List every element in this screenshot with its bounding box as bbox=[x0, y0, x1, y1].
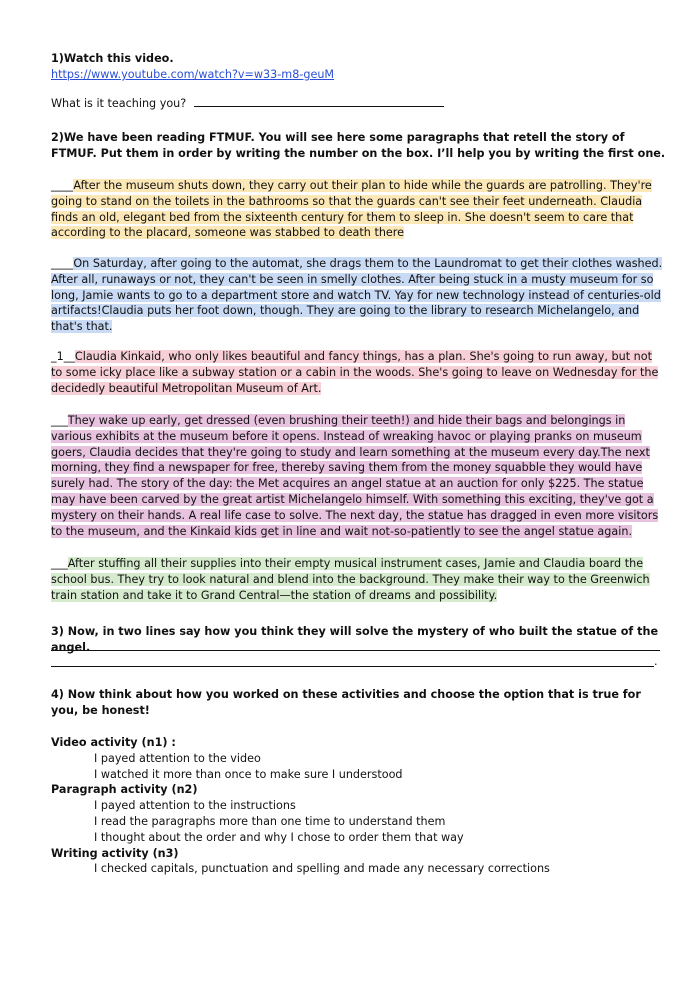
paragraph-5 bbox=[51, 556, 666, 603]
paragraph-option-2[interactable]: I read the paragraphs more than one time to understand them bbox=[94, 814, 446, 828]
video-activity-title: Video activity (n1) : bbox=[51, 736, 176, 749]
q3-question: 3) Now, in two lines say how you think they will solve the mystery of who built the statue of the angel. bbox=[51, 625, 659, 654]
paragraph-activity-title: Paragraph activity (n2) bbox=[51, 783, 198, 797]
paragraph-2-text: On Saturday, after going to the automat, she drags them to the Laundromat to get their clothes washed. After all, runaways or not, they can't be seen in smelly clothes. After being stuck in a musty museum for so long, Jamie wants to go to a department store and watch TV. Yay for new technology instead of centuries-old artifacts!Claudia puts her foot down, though. They are going to the library to research Michelangelo, and that's that. bbox=[51, 257, 663, 334]
paragraph-4-text: They wake up early, get dressed (even brushing their teeth!) and hide their bags and belongings in various exhibits at the museum before it opens. Instead of wreaking havoc or playing pranks on museum goers, Claudia decides that they're going to study and learn something at the museum every day.The next morning, they find a newspaper for free, thereby saving them from the money squabble they would have surely had. The story of the day: the Met acquires an angel statue at an auction for only $225. The statue may have been carved by the great artist Michelangelo himself. With something this exciting, they've got a mystery on their hands. A real life case to solve. The next day, the statue has dragged in even more visitors to the museum, and the Kinkaid kids get in line and wait not-so-patiently to see the angel statue again. bbox=[51, 414, 659, 538]
q3-answer-line-1[interactable] bbox=[51, 650, 660, 651]
q4-question: 4) Now think about how you worked on these activities and choose the option that is true for you, be honest! bbox=[51, 688, 641, 717]
paragraph-5-text: After stuffing all their supplies into their empty musical instrument cases, Jamie and Claudia board the school bus. They try to look natural and blend into the background. They make their way to the Greenwich train station and take it to Grand Central—the station of dreams and possibility. bbox=[51, 557, 650, 602]
q1-title: 1)Watch this video. bbox=[51, 52, 174, 65]
paragraph-3-text: Claudia Kinkaid, who only likes beautiful and fancy things, has a plan. She's going to run away, but not to some icky place like a subway station or a cabin in the woods. She's going to leave on Wednesday for the decidedly beautiful Metropolitan Museum of Art. bbox=[51, 350, 659, 395]
paragraph-4-number-box[interactable]: ___ bbox=[51, 414, 68, 427]
video-option-1[interactable]: I payed attention to the video bbox=[94, 751, 261, 765]
paragraph-option-3[interactable]: I thought about the order and why I chose to order them that way bbox=[94, 830, 464, 844]
q2-instructions: 2)We have been reading FTMUF. You will see here some paragraphs that retell the story of FTMUF. Put them in order by writing the number on the box. I’ll help you by writing the first one. bbox=[51, 131, 666, 160]
q3-end-mark: . bbox=[654, 655, 658, 668]
q1-question: What is it teaching you? bbox=[51, 97, 187, 110]
paragraph-3-number-box[interactable]: _1__ bbox=[51, 350, 75, 363]
q1-question-line bbox=[51, 96, 666, 112]
paragraph-5-number-box[interactable]: ___ bbox=[51, 557, 68, 570]
video-link[interactable]: https://www.youtube.com/watch?v=w33-m8-geuM bbox=[51, 68, 335, 81]
q1-answer-blank[interactable] bbox=[194, 96, 444, 107]
paragraph-2 bbox=[51, 256, 666, 335]
paragraph-1 bbox=[51, 178, 666, 241]
q3-answer-line-2[interactable] bbox=[51, 666, 654, 667]
paragraph-1-number-box[interactable]: ____ bbox=[51, 179, 74, 192]
video-option-2[interactable]: I watched it more than once to make sure I understood bbox=[94, 767, 403, 781]
q1-link-line bbox=[51, 67, 666, 83]
paragraph-3 bbox=[51, 349, 666, 396]
writing-option-1[interactable]: I checked capitals, punctuation and spelling and made any necessary corrections bbox=[94, 862, 550, 876]
paragraph-1-text: After the museum shuts down, they carry out their plan to hide while the guards are patrolling. They're going to stand on the toilets in the bathrooms so that the guards can't see their feet underneath. Claudia finds an old, elegant bed from the sixteenth century for them to sleep in. She doesn't seem to care that according to the placard, someone was stabbed to death there bbox=[51, 179, 652, 240]
paragraph-option-1[interactable]: I payed attention to the instructions bbox=[94, 799, 296, 813]
paragraph-2-number-box[interactable]: ____ bbox=[51, 257, 74, 270]
q4-checklist bbox=[51, 735, 666, 877]
paragraph-4 bbox=[51, 413, 666, 539]
writing-activity-title: Writing activity (n3) bbox=[51, 846, 179, 860]
